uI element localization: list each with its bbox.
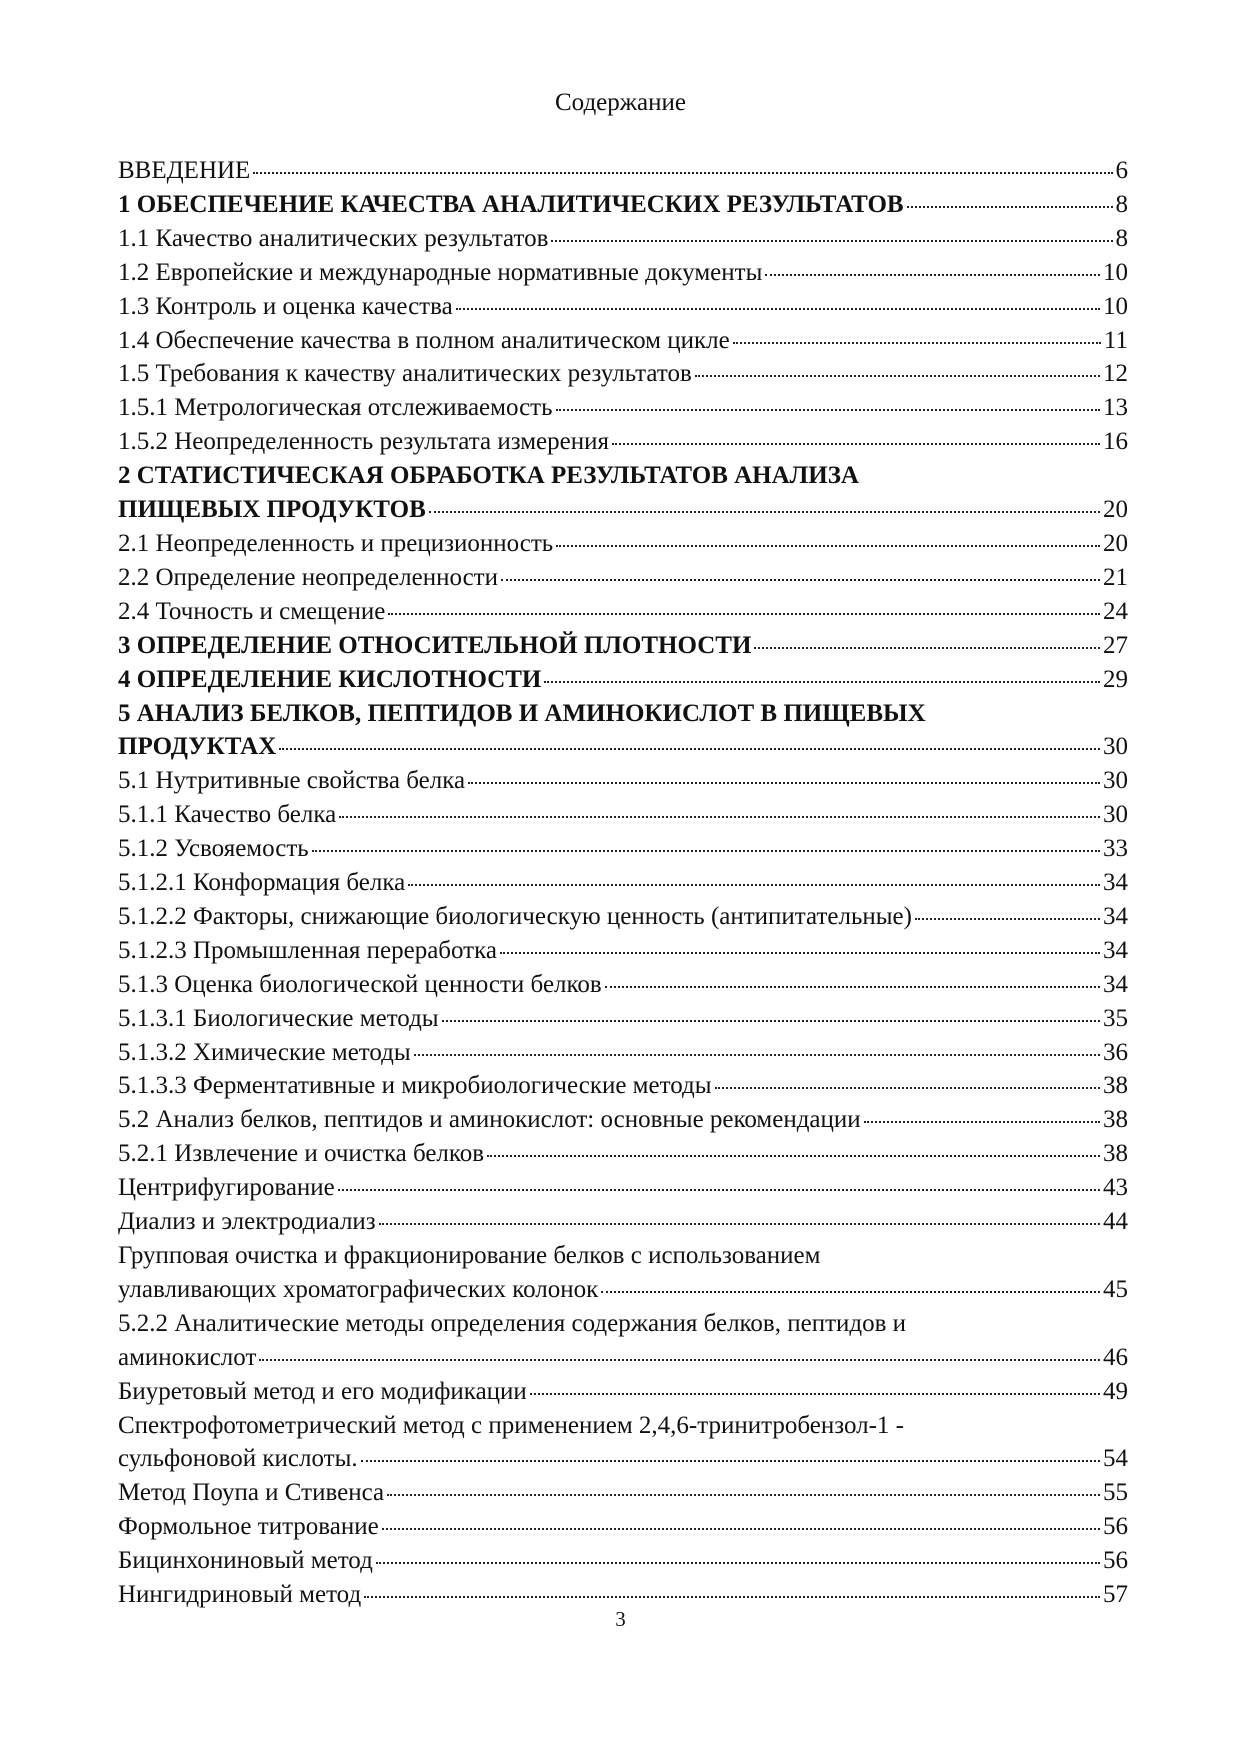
toc-entry bbox=[118, 324, 1128, 358]
toc-entry-text: 1.5 Требования к качеству аналитических результатов bbox=[118, 360, 692, 388]
toc-entry-text: 3 ОПРЕДЕЛЕНИЕ ОТНОСИТЕЛЬНОЙ ПЛОТНОСТИ bbox=[118, 631, 752, 659]
dot-leader bbox=[612, 443, 1100, 445]
toc-entry-text: 2.1 Неопределенность и прецизионность bbox=[118, 529, 554, 557]
dot-leader bbox=[556, 545, 1100, 547]
toc-entry bbox=[118, 1409, 1128, 1477]
toc-entry bbox=[118, 866, 1128, 900]
toc-entry-text: Диализ и электродиализ bbox=[118, 1208, 376, 1236]
toc-entry-page: 11 bbox=[1103, 326, 1128, 354]
toc-entry bbox=[118, 1375, 1128, 1409]
toc-entry-row bbox=[118, 1544, 1128, 1578]
toc-entry-page: 8 bbox=[1115, 224, 1128, 252]
dot-leader bbox=[544, 681, 1100, 683]
toc-entry-row bbox=[118, 968, 1128, 1002]
toc-entry-text: 5.1.3 Оценка биологической ценности белков bbox=[118, 970, 602, 998]
toc-entry-row bbox=[118, 154, 1128, 188]
toc-entry-text: ВВЕДЕНИЕ bbox=[118, 157, 251, 184]
toc-entry-row bbox=[118, 222, 1128, 256]
dot-leader bbox=[388, 613, 1100, 615]
dot-leader bbox=[442, 1020, 1100, 1022]
toc-entry-row bbox=[118, 595, 1128, 629]
toc-entry-row bbox=[118, 798, 1128, 832]
toc-entry bbox=[118, 459, 1128, 527]
dot-leader bbox=[733, 342, 1101, 344]
toc-entry-page: 6 bbox=[1115, 157, 1128, 184]
dot-leader bbox=[765, 274, 1100, 276]
toc-entry bbox=[118, 629, 1128, 663]
toc-entry bbox=[118, 1103, 1128, 1137]
toc-entry-text: 5.1.1 Качество белка bbox=[118, 801, 337, 829]
toc-entry-row bbox=[118, 934, 1128, 968]
toc-entry-text: 5 АНАЛИЗ БЕЛКОВ, ПЕПТИДОВ И АМИНОКИСЛОТ В ПИЩЕВЫХ bbox=[118, 699, 926, 727]
toc-entry-row bbox=[118, 188, 1128, 222]
toc-entry-page: 33 bbox=[1103, 835, 1128, 863]
toc-entry-row bbox=[118, 1341, 1128, 1375]
toc-entry-text: 4 ОПРЕДЕЛЕНИЕ КИСЛОТНОСТИ bbox=[118, 665, 542, 693]
toc-entry-row bbox=[118, 1205, 1128, 1239]
dot-leader bbox=[376, 1562, 1100, 1564]
toc-entry-row bbox=[118, 832, 1128, 866]
toc-entry-page: 35 bbox=[1103, 1004, 1128, 1032]
toc-entry-row bbox=[118, 1510, 1128, 1544]
dot-leader bbox=[382, 1528, 1100, 1530]
dot-leader bbox=[339, 816, 1100, 818]
dot-leader bbox=[501, 579, 1100, 581]
toc-entry bbox=[118, 1205, 1128, 1239]
dot-leader bbox=[414, 1054, 1100, 1056]
toc-entry-row bbox=[118, 1375, 1128, 1409]
toc-entry-text: 1.4 Обеспечение качества в полном аналитическом цикле bbox=[118, 326, 730, 354]
toc-entry-page: 13 bbox=[1103, 394, 1128, 422]
toc-entry-text: Групповая очистка и фракционирование белков с использованием bbox=[118, 1242, 821, 1269]
toc-entry-page: 56 bbox=[1103, 1513, 1128, 1541]
toc-entry bbox=[118, 391, 1128, 425]
toc-entry-row bbox=[118, 527, 1128, 561]
dot-leader bbox=[907, 206, 1113, 208]
toc-entry-row bbox=[118, 1137, 1128, 1171]
toc-entry bbox=[118, 1544, 1128, 1578]
toc-entry-text-continued: сульфоновой кислоты. bbox=[118, 1445, 358, 1473]
toc-entry-page: 34 bbox=[1103, 936, 1128, 964]
toc-entry-text: 1.2 Европейские и международные нормативные документы bbox=[118, 258, 763, 286]
toc-entry-row bbox=[118, 256, 1128, 290]
toc-entry bbox=[118, 425, 1128, 459]
toc-entry bbox=[118, 256, 1128, 290]
toc-entry-page: 46 bbox=[1103, 1343, 1128, 1371]
dot-leader bbox=[253, 172, 1112, 174]
dot-leader bbox=[695, 375, 1100, 377]
table-of-contents bbox=[118, 154, 1128, 1612]
toc-entry bbox=[118, 290, 1128, 324]
toc-entry-page: 55 bbox=[1103, 1479, 1128, 1507]
toc-entry-row bbox=[118, 1002, 1128, 1036]
toc-entry bbox=[118, 764, 1128, 798]
toc-entry-text: 1.5.2 Неопределенность результата измерения bbox=[118, 428, 609, 456]
toc-entry-text: 1.5.1 Метрологическая отслеживаемость bbox=[118, 394, 553, 422]
toc-entry-text: Центрифугирование bbox=[118, 1174, 335, 1202]
dot-leader bbox=[715, 1087, 1101, 1089]
toc-entry bbox=[118, 357, 1128, 391]
toc-entry bbox=[118, 1069, 1128, 1103]
toc-entry-text-continued: аминокислот bbox=[118, 1343, 257, 1371]
toc-entry bbox=[118, 527, 1128, 561]
dot-leader bbox=[864, 1121, 1100, 1123]
toc-entry-row bbox=[118, 866, 1128, 900]
toc-entry bbox=[118, 1002, 1128, 1036]
toc-entry bbox=[118, 222, 1128, 256]
toc-entry-row bbox=[118, 324, 1128, 358]
toc-entry-text: 2.2 Определение неопределенности bbox=[118, 563, 498, 591]
toc-entry-text: Метод Поупа и Стивенса bbox=[118, 1479, 385, 1507]
toc-entry-page: 30 bbox=[1103, 733, 1128, 761]
toc-entry-row bbox=[118, 1442, 1128, 1476]
toc-entry bbox=[118, 1171, 1128, 1205]
toc-entry-text: Спектрофотометрический метод с применением 2,4,6-тринитробензол-1 - bbox=[118, 1411, 904, 1439]
dot-leader bbox=[556, 409, 1100, 411]
toc-entry-row bbox=[118, 629, 1128, 663]
toc-entry-page: 49 bbox=[1103, 1377, 1128, 1405]
toc-entry bbox=[118, 1307, 1128, 1375]
toc-entry-page: 34 bbox=[1103, 902, 1128, 930]
toc-entry-text-continued: ПИЩЕВЫХ ПРОДУКТОВ bbox=[118, 496, 426, 524]
toc-entry-page: 57 bbox=[1103, 1581, 1128, 1609]
toc-entry-text-continued: ПРОДУКТАХ bbox=[118, 733, 277, 761]
toc-entry-page: 10 bbox=[1103, 258, 1128, 286]
toc-entry bbox=[118, 561, 1128, 595]
toc-entry-text: 5.1.2.2 Факторы, снижающие биологическую ценность (антипитательные) bbox=[118, 902, 912, 930]
toc-entry-text: 5.1.2 Усвояемость bbox=[118, 835, 309, 863]
toc-entry-row bbox=[118, 1103, 1128, 1137]
toc-entry-text: 5.1.3.2 Химические методы bbox=[118, 1038, 411, 1066]
toc-entry-text: Биуретовый метод и его модификации bbox=[118, 1377, 527, 1405]
toc-entry-row bbox=[118, 1273, 1128, 1307]
toc-entry-text: 5.1.3.1 Биологические методы bbox=[118, 1004, 439, 1032]
toc-entry-page: 34 bbox=[1103, 869, 1128, 897]
toc-entry-page: 30 bbox=[1103, 767, 1128, 795]
toc-entry bbox=[118, 1239, 1128, 1307]
dot-leader bbox=[364, 1596, 1100, 1598]
toc-entry-page: 54 bbox=[1103, 1445, 1128, 1473]
dot-leader bbox=[338, 1189, 1100, 1191]
toc-entry-text-continued: улавливающих хроматографических колонок bbox=[118, 1275, 599, 1303]
toc-entry-text: 1.3 Контроль и оценка качества bbox=[118, 292, 453, 320]
toc-entry-text: Бицинхониновый метод bbox=[118, 1547, 373, 1575]
dot-leader bbox=[361, 1460, 1100, 1462]
toc-entry-page: 16 bbox=[1103, 428, 1128, 456]
toc-entry bbox=[118, 697, 1128, 765]
toc-entry-page: 36 bbox=[1103, 1038, 1128, 1066]
toc-entry-page: 27 bbox=[1103, 631, 1128, 659]
toc-entry-text: 2 СТАТИСТИЧЕСКАЯ ОБРАБОТКА РЕЗУЛЬТАТОВ АНАЛИЗА bbox=[118, 462, 859, 490]
toc-entry-page: 44 bbox=[1103, 1208, 1128, 1236]
toc-entry bbox=[118, 832, 1128, 866]
toc-entry bbox=[118, 663, 1128, 697]
toc-entry-page: 20 bbox=[1103, 529, 1128, 557]
toc-entry bbox=[118, 934, 1128, 968]
toc-entry-page: 34 bbox=[1103, 970, 1128, 998]
toc-entry-page: 20 bbox=[1103, 496, 1128, 524]
dot-leader bbox=[259, 1359, 1100, 1361]
toc-entry-row bbox=[118, 290, 1128, 324]
toc-entry-text: 1.1 Качество аналитических результатов bbox=[118, 224, 549, 252]
toc-entry bbox=[118, 1510, 1128, 1544]
toc-entry-text: 5.2.1 Извлечение и очистка белков bbox=[118, 1140, 485, 1168]
dot-leader bbox=[279, 748, 1100, 750]
toc-entry-page: 12 bbox=[1103, 360, 1128, 388]
toc-entry-row bbox=[118, 425, 1128, 459]
toc-entry bbox=[118, 1036, 1128, 1070]
dot-leader bbox=[456, 308, 1100, 310]
toc-entry-text: Нингидриновый метод bbox=[118, 1581, 362, 1609]
toc-entry bbox=[118, 900, 1128, 934]
toc-entry-row bbox=[118, 1171, 1128, 1205]
toc-entry-row bbox=[118, 1476, 1128, 1510]
toc-entry-page: 45 bbox=[1103, 1275, 1128, 1303]
toc-entry bbox=[118, 1137, 1128, 1171]
toc-entry-row bbox=[118, 1069, 1128, 1103]
toc-entry-page: 43 bbox=[1103, 1174, 1128, 1202]
dot-leader bbox=[601, 1291, 1100, 1293]
dot-leader bbox=[468, 782, 1100, 784]
toc-entry-text: 5.2.2 Аналитические методы определения содержания белков, пептидов и bbox=[118, 1309, 907, 1337]
toc-entry-page: 38 bbox=[1103, 1140, 1128, 1168]
toc-entry bbox=[118, 968, 1128, 1002]
dot-leader bbox=[312, 850, 1100, 852]
toc-entry-text: 5.2 Анализ белков, пептидов и аминокислот: основные рекомендации bbox=[118, 1106, 861, 1134]
toc-entry-row bbox=[118, 663, 1128, 697]
dot-leader bbox=[487, 1155, 1100, 1157]
dot-leader bbox=[551, 240, 1112, 242]
toc-entry-row bbox=[118, 764, 1128, 798]
dot-leader bbox=[754, 647, 1100, 649]
dot-leader bbox=[387, 1494, 1100, 1496]
toc-entry bbox=[118, 154, 1128, 188]
toc-entry-row bbox=[118, 493, 1128, 527]
toc-entry-row bbox=[118, 391, 1128, 425]
toc-entry bbox=[118, 798, 1128, 832]
toc-entry-text: Формольное титрование bbox=[118, 1513, 379, 1541]
toc-title: Содержание bbox=[555, 89, 686, 116]
dot-leader bbox=[500, 952, 1100, 954]
dot-leader bbox=[605, 986, 1100, 988]
toc-entry-page: 8 bbox=[1115, 190, 1128, 218]
toc-entry-row bbox=[118, 561, 1128, 595]
toc-entry-text: 1 ОБЕСПЕЧЕНИЕ КАЧЕСТВА АНАЛИТИЧЕСКИХ РЕЗУЛЬТАТОВ bbox=[118, 190, 904, 218]
toc-entry-text: 2.4 Точность и смещение bbox=[118, 597, 386, 625]
toc-entry-page: 30 bbox=[1103, 801, 1128, 829]
dot-leader bbox=[530, 1393, 1100, 1395]
page-number: 3 bbox=[615, 1607, 626, 1631]
toc-entry-page: 29 bbox=[1103, 665, 1128, 693]
toc-entry-text: 5.1.2.1 Конформация белка bbox=[118, 869, 406, 897]
toc-entry bbox=[118, 595, 1128, 629]
toc-entry-page: 21 bbox=[1103, 563, 1128, 591]
toc-entry-page: 38 bbox=[1103, 1106, 1128, 1134]
toc-entry bbox=[118, 1476, 1128, 1510]
toc-entry-row bbox=[118, 357, 1128, 391]
toc-entry-row bbox=[118, 730, 1128, 764]
toc-entry-page: 10 bbox=[1103, 292, 1128, 320]
toc-entry-text: 5.1.2.3 Промышленная переработка bbox=[118, 936, 497, 964]
dot-leader bbox=[379, 1223, 1100, 1225]
toc-entry bbox=[118, 188, 1128, 222]
dot-leader bbox=[915, 918, 1100, 920]
toc-entry-text: 5.1 Нутритивные свойства белка bbox=[118, 767, 466, 795]
toc-entry-text: 5.1.3.3 Ферментативные и микробиологические методы bbox=[118, 1072, 712, 1100]
toc-entry-row bbox=[118, 900, 1128, 934]
dot-leader bbox=[429, 511, 1100, 513]
toc-entry-row bbox=[118, 1036, 1128, 1070]
toc-entry-page: 56 bbox=[1103, 1547, 1128, 1575]
dot-leader bbox=[408, 884, 1100, 886]
toc-entry-page: 24 bbox=[1103, 597, 1128, 625]
toc-entry-page: 38 bbox=[1103, 1072, 1128, 1100]
